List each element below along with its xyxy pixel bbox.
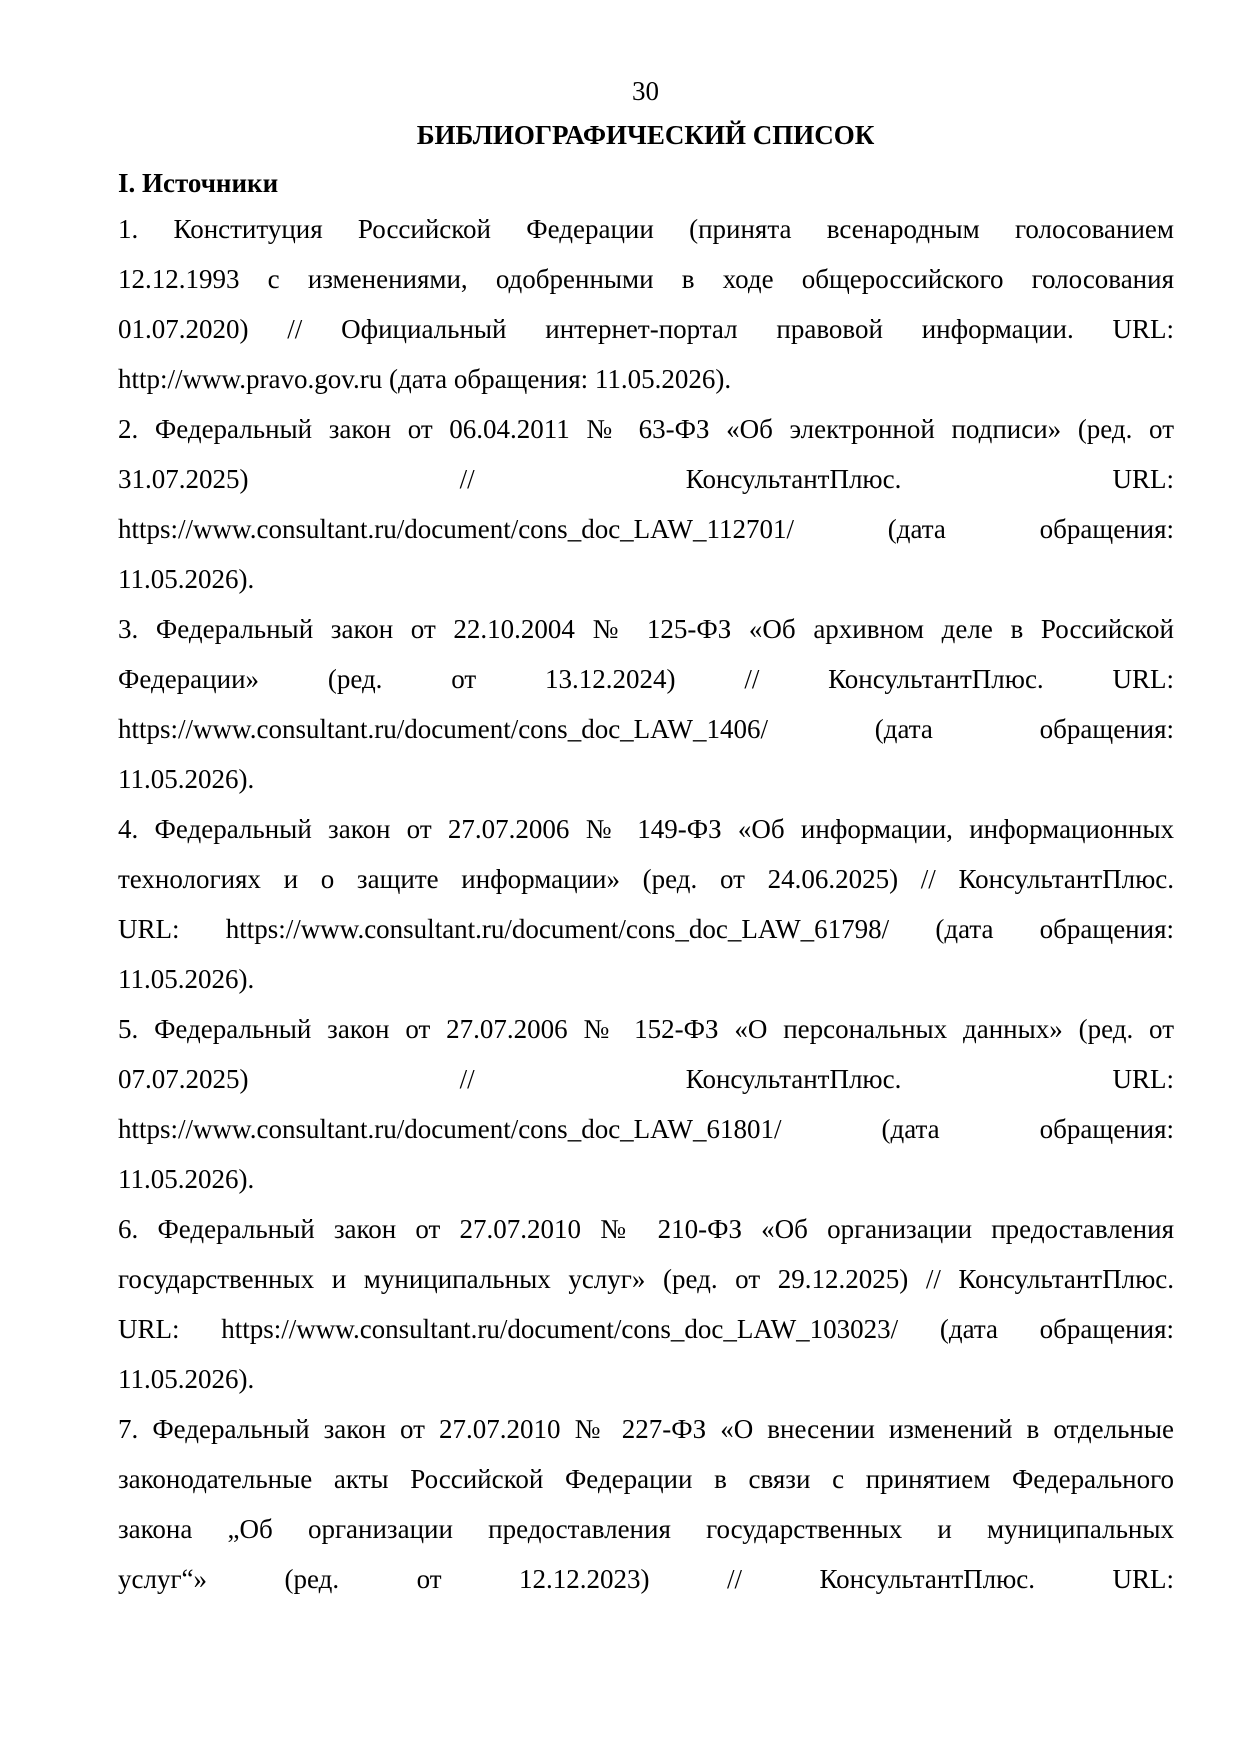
entry-line: технологиях и о защите информации» (ред. от 24.06.2025) // КонсультантПлюс.: [118, 864, 1174, 894]
bibliography-list: [118, 204, 1174, 1604]
entry-line: закона „Об организации предоставления государственных и муниципальных: [118, 1514, 1174, 1544]
entry-line: законодательные акты Российской Федерации в связи с принятием Федерального: [118, 1464, 1174, 1494]
bibliography-entry: [118, 804, 1174, 1004]
bibliography-entry: [118, 404, 1174, 604]
entry-line: 5. Федеральный закон от 27.07.2006 № 152-ФЗ «О персональных данных» (ред. от: [118, 1014, 1174, 1044]
bibliography-entry: [118, 1204, 1174, 1404]
entry-line: 31.07.2025) // КонсультантПлюс. URL:: [118, 464, 1174, 494]
entry-line: 7. Федеральный закон от 27.07.2010 № 227-ФЗ «О внесении изменений в отдельные: [118, 1414, 1174, 1444]
section-title: I. Источники: [118, 168, 279, 198]
entry-line: 11.05.2026).: [118, 964, 255, 994]
entry-line: 12.12.1993 с изменениями, одобренными в ходе общероссийского голосования: [118, 264, 1174, 294]
entry-line: 2. Федеральный закон от 06.04.2011 № 63-ФЗ «Об электронной подписи» (ред. от: [118, 414, 1174, 444]
entry-line: 1. Конституция Российской Федерации (принята всенародным голосованием: [118, 214, 1174, 244]
page-number: 30: [632, 76, 659, 106]
entry-line: Федерации» (ред. от 13.12.2024) // КонсультантПлюс. URL:: [118, 664, 1174, 694]
entry-line: https://www.consultant.ru/document/cons_doc_LAW_1406/ (дата обращения:: [118, 714, 1174, 744]
entry-line: URL: https://www.consultant.ru/document/cons_doc_LAW_103023/ (дата обращения:: [118, 1314, 1174, 1344]
entry-line: государственных и муниципальных услуг» (ред. от 29.12.2025) // КонсультантПлюс.: [118, 1264, 1174, 1294]
page-title: БИБЛИОГРАФИЧЕСКИЙ СПИСОК: [416, 120, 875, 150]
entry-line: https://www.consultant.ru/document/cons_doc_LAW_61801/ (дата обращения:: [118, 1114, 1174, 1144]
entry-line: 07.07.2025) // КонсультантПлюс. URL:: [118, 1064, 1174, 1094]
entry-line: 6. Федеральный закон от 27.07.2010 № 210-ФЗ «Об организации предоставления: [118, 1214, 1174, 1244]
entry-line: URL: https://www.consultant.ru/document/cons_doc_LAW_61798/ (дата обращения:: [118, 914, 1174, 944]
entry-line: 11.05.2026).: [118, 1164, 255, 1194]
bibliography-entry: [118, 204, 1174, 404]
bibliography-entry: [118, 604, 1174, 804]
entry-line: http://www.pravo.gov.ru (дата обращения: 11.05.2026).: [118, 364, 732, 394]
bibliography-entry: [118, 1004, 1174, 1204]
entry-line: https://www.consultant.ru/document/cons_doc_LAW_112701/ (дата обращения:: [118, 514, 1174, 544]
entry-line: 3. Федеральный закон от 22.10.2004 № 125-ФЗ «Об архивном деле в Российской: [118, 614, 1174, 644]
entry-line: 11.05.2026).: [118, 764, 255, 794]
entry-line: 11.05.2026).: [118, 564, 255, 594]
entry-line: 11.05.2026).: [118, 1364, 255, 1394]
bibliography-entry: [118, 1404, 1174, 1604]
entry-line: 4. Федеральный закон от 27.07.2006 № 149-ФЗ «Об информации, информационных: [118, 814, 1174, 844]
entry-line: 01.07.2020) // Официальный интернет-портал правовой информации. URL:: [118, 314, 1174, 344]
entry-line: услуг“» (ред. от 12.12.2023) // КонсультантПлюс. URL:: [118, 1564, 1174, 1594]
